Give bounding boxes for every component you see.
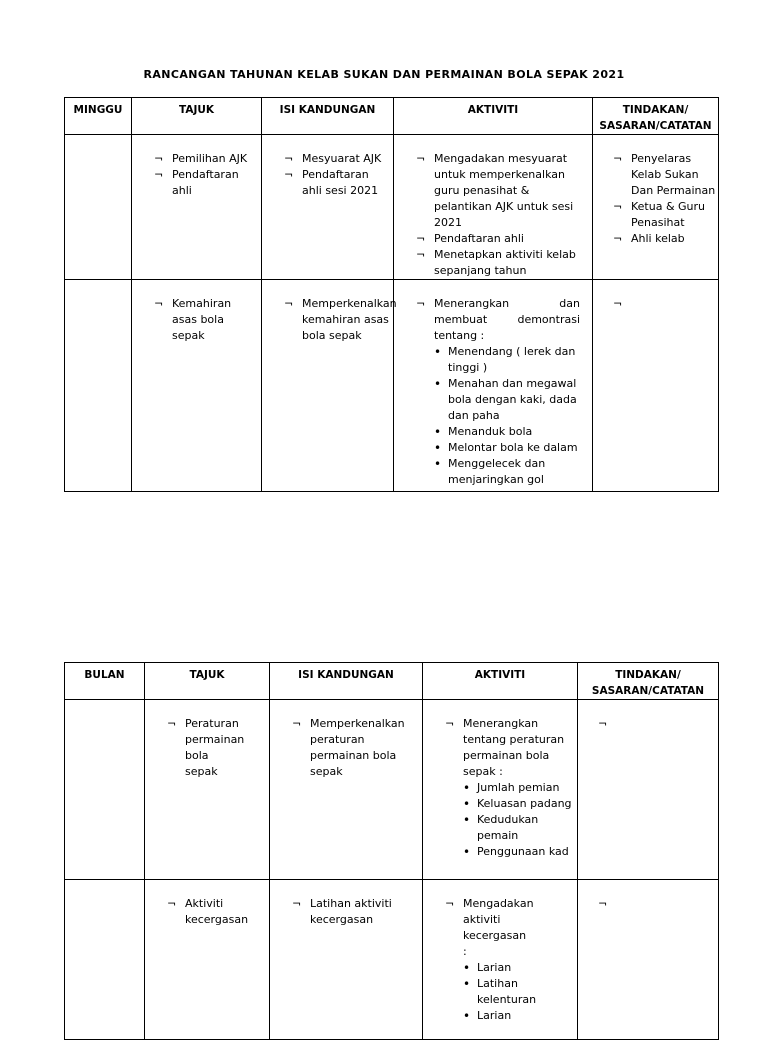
list-item: • Larian <box>463 960 527 976</box>
cell-aktiviti <box>394 135 593 280</box>
cell-tindakan <box>593 135 719 280</box>
cell-tindakan <box>578 700 719 880</box>
table-row <box>65 280 719 492</box>
list-item: • Menanduk bola <box>434 424 580 440</box>
cell-tajuk <box>145 880 270 1040</box>
col-header-minggu: MINGGU <box>65 98 132 135</box>
list-item: ¬ Menerangkan tentang peraturan permainan bola sepak : <box>445 716 573 780</box>
list-item: ¬ Memperkenalkan kemahiran asas bola sepak <box>284 296 389 344</box>
list-item: • Keluasan padang <box>463 796 573 812</box>
list-item: • Menggelecek dan menjaringkan gol <box>434 456 580 488</box>
list-item: ¬ Pendaftaran ahli <box>154 167 257 199</box>
list-item: ¬ Latihan aktiviti kecergasan <box>292 896 392 928</box>
cell-minggu <box>65 135 132 280</box>
cell-tajuk <box>145 700 270 880</box>
list-item: ¬ Menerangkan dan membuat demontrasi tentang : <box>416 296 580 344</box>
list-item: ¬ Memperkenalkan peraturan permainan bola sepak <box>292 716 416 780</box>
col-header-tajuk: TAJUK <box>132 98 262 135</box>
cell-minggu <box>65 280 132 492</box>
table-row <box>65 880 719 1040</box>
col-header-tindakan: TINDAKAN/ SASARAN/CATATAN <box>578 663 719 700</box>
cell-tajuk <box>132 135 262 280</box>
list-item: • Kedudukan pemain <box>463 812 573 844</box>
col-header-isi: ISI KANDUNGAN <box>270 663 423 700</box>
table-header-row <box>65 663 719 700</box>
document-title: RANCANGAN TAHUNAN KELAB SUKAN DAN PERMAINAN BOLA SEPAK 2021 <box>143 68 625 81</box>
cell-isi <box>270 700 423 880</box>
col-header-tindakan: TINDAKAN/ SASARAN/CATATAN <box>593 98 719 135</box>
list-item: • Penggunaan kad <box>463 844 573 860</box>
list-item: ¬ Mesyuarat AJK <box>284 151 389 167</box>
list-item: ¬ Ketua & Guru Penasihat <box>613 199 716 231</box>
cell-isi <box>270 880 423 1040</box>
table-row <box>65 700 719 880</box>
list-item: ¬ Mengadakan aktiviti kecergasan : <box>445 896 527 960</box>
cell-tajuk <box>132 280 262 492</box>
list-item: ¬ Peraturan permainan bola sepak <box>167 716 239 780</box>
col-header-bulan: BULAN <box>65 663 145 700</box>
list-item: • Larian <box>463 1008 527 1024</box>
list-item: ¬ Aktiviti kecergasan <box>167 896 249 928</box>
list-item: • Menendang ( lerek dan tinggi ) <box>434 344 580 376</box>
cell-aktiviti <box>423 880 578 1040</box>
col-header-tajuk: TAJUK <box>145 663 270 700</box>
plan-table-weekly <box>64 97 719 492</box>
col-header-aktiviti: AKTIVITI <box>394 98 593 135</box>
cell-bulan <box>65 700 145 880</box>
cell-aktiviti <box>423 700 578 880</box>
cell-tindakan <box>593 280 719 492</box>
list-item: ¬ Kemahiran asas bola sepak <box>154 296 257 344</box>
cell-aktiviti <box>394 280 593 492</box>
plan-table-monthly <box>64 662 719 1040</box>
list-item: ¬ Penyelaras Kelab Sukan Dan Permainan <box>613 151 716 199</box>
list-item: • Latihan kelenturan <box>463 976 527 1008</box>
list-item: ¬ Menetapkan aktiviti kelab sepanjang tahun <box>416 247 580 279</box>
cell-bulan <box>65 880 145 1040</box>
col-header-isi: ISI KANDUNGAN <box>262 98 394 135</box>
col-header-aktiviti: AKTIVITI <box>423 663 578 700</box>
list-item: ¬ Ahli kelab <box>613 231 716 247</box>
list-item: • Menahan dan megawal bola dengan kaki, dada dan paha <box>434 376 580 424</box>
list-item: ¬ Pemilihan AJK <box>154 151 257 167</box>
cell-isi <box>262 135 394 280</box>
cell-tindakan <box>578 880 719 1040</box>
table-header-row <box>65 98 719 135</box>
cell-isi <box>262 280 397 492</box>
list-item: • Jumlah pemian <box>463 780 573 796</box>
list-item: • Melontar bola ke dalam <box>434 440 580 456</box>
table-row <box>65 135 719 280</box>
list-item: ¬ Mengadakan mesyuarat untuk memperkenalkan guru penasihat & pelantikan AJK untuk sesi 2021 <box>416 151 580 231</box>
list-item: ¬ Pendaftaran ahli sesi 2021 <box>284 167 389 199</box>
list-item: ¬ Pendaftaran ahli <box>416 231 580 247</box>
